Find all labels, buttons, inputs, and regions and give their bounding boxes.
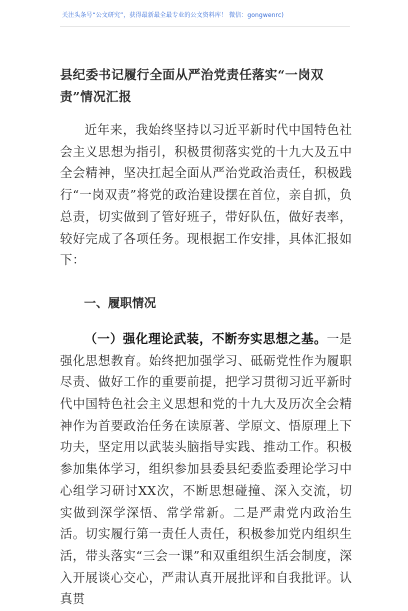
section-heading-performance: 一、履职情况 xyxy=(84,295,157,310)
header-banner xyxy=(0,0,408,42)
subsection-lead: （一）强化理论武装，不断夯实思想之基。 xyxy=(84,330,327,346)
banner-notice[interactable]: 关注头条号“公文研究”，获得最新最全最专业的公文资料库！ 微信：gongwenrc) xyxy=(62,12,284,19)
subsection-paragraph-theory xyxy=(60,328,352,611)
document-title: 县纪委书记履行全面从严治党责任落实“一岗双责”情况汇报 xyxy=(60,67,324,104)
intro-paragraph: 近年来，我始终坚持以习近平新时代中国特色社会主义思想为指引，积极贯彻落实党的十九大及五中全会精神，坚决扛起全面从严治党政治责任，积极践行“一岗双责”将党的政治建设摆在首位，亲自抓，负总责，切实做到了管好班子，带好队伍，做好表率，较好完成了各项任务。现根据工作安排，具体汇报如下： xyxy=(60,123,352,268)
document-body xyxy=(60,64,352,611)
subsection-body: 一是强化思想教育。始终把加强学习、砥砺党性作为履职尽责、做好工作的重要前提，把学习贯彻习近平新时代中国特色社会主义思想和党的十九大及历次全会精神作为首要政治任务在读原著、学原文、悟原理上下功夫，坚定用以武装头脑指导实践、推动工作。积极参加集体学习，组织参加县委县纪委监委理论学习中心组学习研讨XX次，不断思想碰撞、深入交流，切实做到深学深悟、常学常新。二是严肃党内政治生活。切实履行第一责任人责任，积极参加党内组织生活，带头落实“三会一课”和双重组织生活会制度，深入开展谈心交心，严肃认真开展批评和自我批评。认真贯 xyxy=(60,331,352,607)
banner-divider xyxy=(60,26,350,27)
